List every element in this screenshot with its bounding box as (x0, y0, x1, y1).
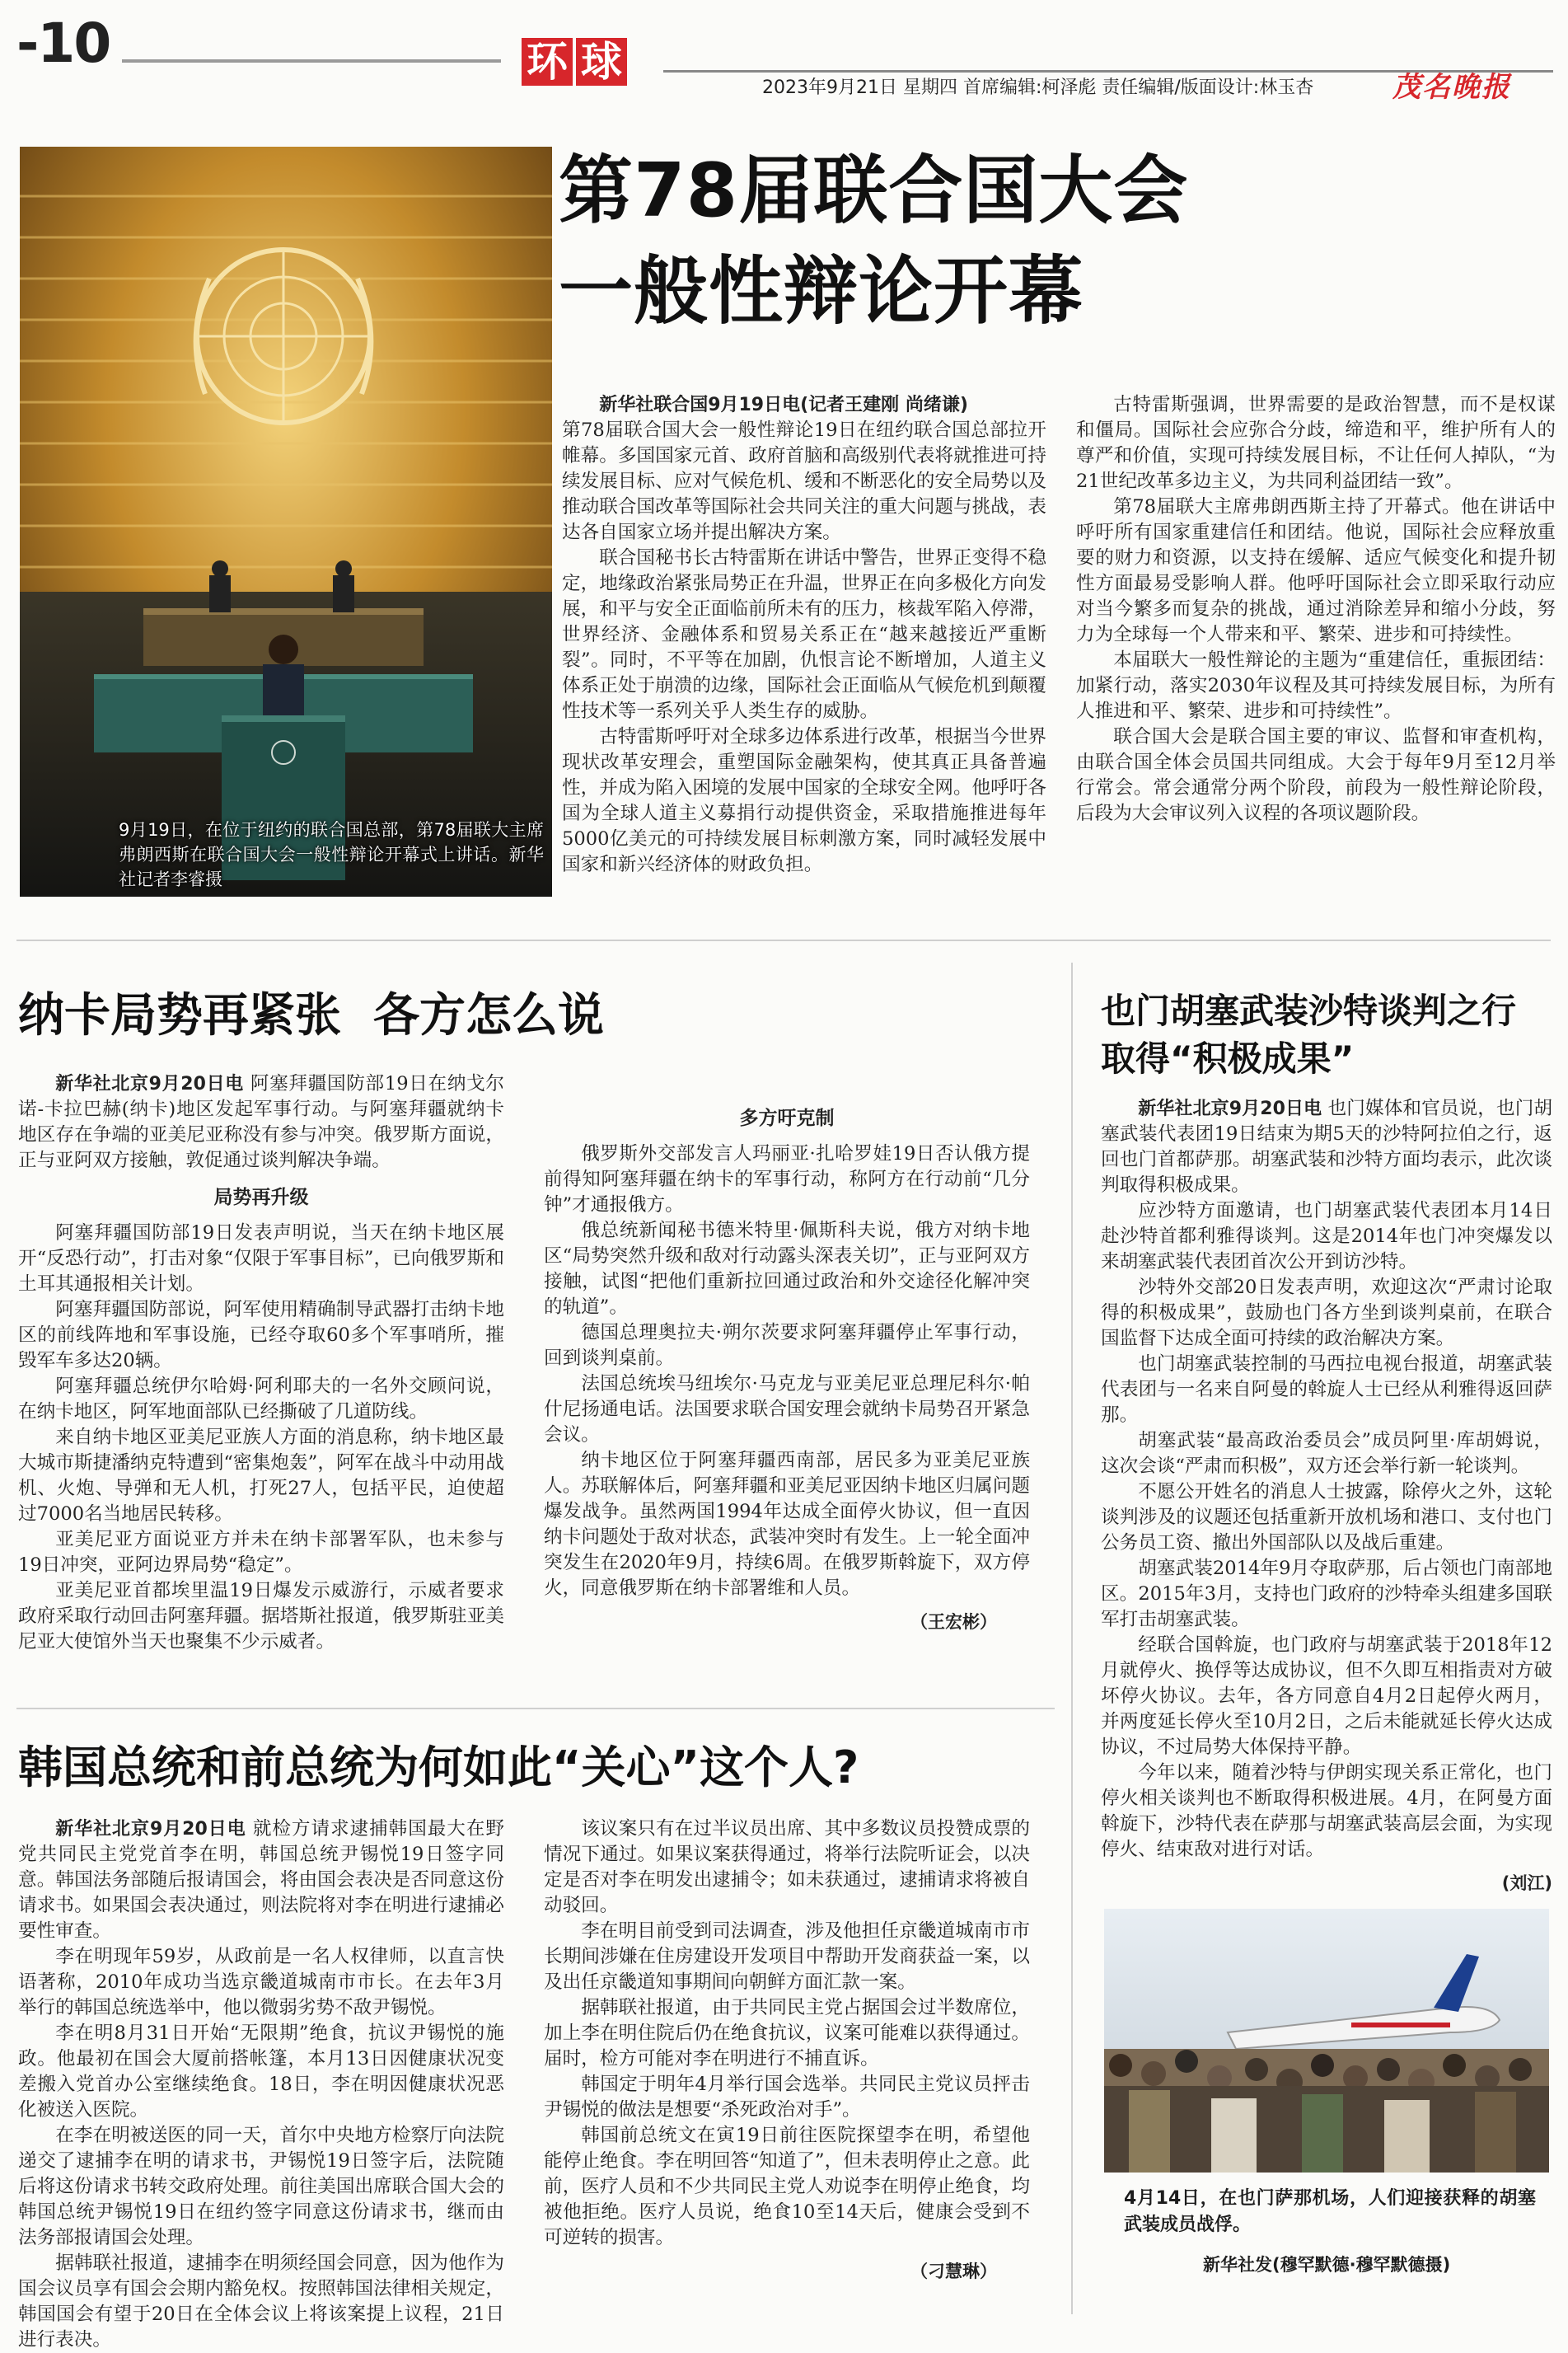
korea-para-6: 该议案只有在过半议员出席、其中多数议员投赞成票的情况下通过。如果议案获得通过，将举行法院听证会，以决定是否对李在明发出逮捕令；如未获通过，逮捕请求将被自动驳回。 (544, 1818, 1030, 1916)
yemen-para-6: 不愿公开姓名的消息人士披露，除停火之外，这轮谈判涉及的议题还包括重新开放机场和港口、支付也门公务员工资、撤出外国部队以及战后重建。 (1101, 1481, 1552, 1554)
nk-dateline: 新华社北京9月20日电 (55, 1074, 244, 1094)
main-para-5: 第78届联大主席弗朗西斯主持了开幕式。他在讲话中呼吁所有国家重建信任和团结。他说，国际社会应释放重要的财力和资源，以支持在缓解、适应气候变化和提升韧性方面最易受影响人群。他呼吁国际社会立即采取行动应对当今繁多而复杂的挑战，通过消除差异和缩小分歧，努力为全球每一个人带来和平、繁荣、进步和可持续性。 (1076, 496, 1556, 645)
korea-para-2: 李在明现年59岁，从政前是一名人权律师，以直言快语著称，2010年成功当选京畿道城南市市长。在去年3月举行的韩国总统选举中，他以微弱劣势不敌尹锡悦。 (18, 1946, 504, 2018)
korea-para-5: 据韩联社报道，逮捕李在明须经国会同意，因为他作为国会议员享有国会会期内豁免权。按照韩国法律相关规定，韩国国会有望于20日在全体会议上将该案提上议程，21日进行表决。 (18, 2252, 504, 2351)
nk-headline: 纳卡局势再紧张 各方怎么说 (18, 989, 604, 1043)
main-headline-line1: 第78届联合国大会 (559, 148, 1189, 234)
nk-para-3: 阿塞拜疆国防部说，阿军使用精确制导武器打击纳卡地区的前线阵地和军事设施，已经夺取60多个军事哨所，摧毁军车多达20辆。 (18, 1299, 504, 1371)
yemen-dateline: 新华社北京9月20日电 (1138, 1099, 1322, 1119)
korea-para-9: 韩国定于明年4月举行国会选举。共同民主党议员抨击尹锡悦的做法是想要“杀死政治对手”。 (544, 2074, 1030, 2121)
nk-para-2: 阿塞拜疆国防部19日发表声明说，当天在纳卡地区展开“反恐行动”，打击对象“仅限于军事目标”，已向俄罗斯和土耳其通报相关计划。 (18, 1222, 504, 1295)
un-hall-illustration (20, 147, 552, 897)
main-story-col2 (1076, 392, 1556, 920)
nk-para-7: 亚美尼亚首都埃里温19日爆发示威游行，示威者要求政府采取行动回击阿塞拜疆。据塔斯社报道，俄罗斯驻亚美尼亚大使馆外当天也聚集不少示威者。 (18, 1580, 504, 1652)
yemen-col (1101, 1096, 1552, 1897)
main-headline-line2: 一般性辩论开幕 (559, 248, 1084, 335)
section-char-2: 球 (576, 38, 627, 86)
yemen-photo-credit: 新华社发(穆罕默德·穆罕默德摄) (1203, 2255, 1451, 2275)
main-dateline: 新华社联合国9月19日电(记者王建刚 尚绪谦) (599, 395, 968, 415)
un-assembly-photo (20, 147, 552, 897)
yemen-para-2: 应沙特方面邀请，也门胡塞武装代表团本月14日赴沙特首都利雅得谈判。这是2014年也门冲突爆发以来胡塞武装代表团首次公开到访沙特。 (1101, 1200, 1552, 1273)
header-rule-left (122, 59, 501, 63)
korea-para-1: 就检方请求逮捕韩国最大在野党共同民主党党首李在明，韩国总统尹锡悦19日签字同意。韩国法务部随后报请国会，将由国会表决是否同意这份请求书。如果国会表决通过，则法院将对李在明进行逮捕必要性审查。 (18, 1818, 504, 1942)
airport-crowd-illustration (1104, 1909, 1549, 2173)
korea-col1 (18, 1816, 504, 2351)
section-divider-mid (16, 1708, 1055, 1709)
un-emblem-icon (196, 250, 372, 423)
yemen-para-9: 今年以来，随着沙特与伊朗实现关系正常化，也门停火相关谈判也不断取得积极进展。4月，在阿曼方面斡旋下，沙特代表在萨那与胡塞武装高层会面，为实现停火、结束敌对进行对话。 (1101, 1762, 1552, 1860)
column-divider-right (1071, 963, 1073, 2314)
main-para-6: 本届联大一般性辩论的主题为“重建信任，重振团结：加紧行动，落实2030年议程及其可持续发展目标，为所有人推进和平、繁荣、进步和可持续性”。 (1076, 649, 1556, 722)
main-para-1: 第78届联合国大会一般性辩论19日在纽约联合国总部拉开帷幕。多国国家元首、政府首脑和高级别代表将就推进可持续发展目标、应对气候危机、缓和不断恶化的安全局势以及推动联合国改革等国际社会共同关注的重大问题与挑战，表达各自国家立场并提出解决方案。 (562, 420, 1046, 543)
main-para-4: 古特雷斯强调，世界需要的是政治智慧，而不是权谋和僵局。国际社会应弥合分歧，缔造和平，维护所有人的尊严和价值，实现可持续发展目标，不让任何人掉队，“为21世纪改革多边主义，为共同利益团结一致”。 (1076, 394, 1556, 492)
masthead-logo: 茂名晚报 (1392, 71, 1511, 104)
yemen-para-1: 也门媒体和官员说，也门胡塞武装代表团19日结束为期5天的沙特阿拉伯之行，返回也门首都萨那。胡塞武装和沙特方面均表示，此次谈判取得积极成果。 (1101, 1098, 1552, 1196)
nk-para-6: 亚美尼亚方面说亚方并未在纳卡部署军队，也未参与19日冲突，亚阿边界局势“稳定”。 (18, 1529, 504, 1576)
yemen-para-4: 也门胡塞武装控制的马西拉电视台报道，胡塞武装代表团与一名来自阿曼的斡旋人士已经从利雅得返回萨那。 (1101, 1353, 1552, 1426)
page-number: -10 (16, 12, 110, 75)
korea-dateline: 新华社北京9月20日电 (55, 1819, 246, 1840)
yemen-para-7: 胡塞武装2014年9月夺取萨那，后占领也门南部地区。2015年3月，支持也门政府的沙特牵头组建多国联军打击胡塞武装。 (1101, 1558, 1552, 1630)
korea-signature: （刁慧琳） (910, 2262, 997, 2281)
korea-headline: 韩国总统和前总统为何如此“关心”这个人? (18, 1741, 859, 1793)
yemen-para-5: 胡塞武装“最高政治委员会”成员阿里·库胡姆说，这次会谈“严肃而积极”，双方还会举行新一轮谈判。 (1101, 1430, 1552, 1477)
nk-col1 (18, 1071, 504, 1665)
nk-para-11: 法国总统埃马纽埃尔·马克龙与亚美尼亚总理尼科尔·帕什尼扬通电话。法国要求联合国安理会就纳卡局势召开紧急会议。 (544, 1373, 1030, 1446)
speaker-figure (263, 635, 304, 722)
section-tag (515, 38, 647, 86)
korea-para-8: 据韩联社报道，由于共同民主党占据国会过半数席位，加上李在明住院后仍在绝食抗议，议案可能难以获得通过。届时，检方可能对李在明进行不捕直诉。 (544, 1997, 1030, 2069)
korea-col2 (544, 1816, 1030, 2321)
nk-col2 (544, 1071, 1030, 1665)
nk-para-1: 阿塞拜疆国防部19日在纳戈尔诺-卡拉巴赫(纳卡)地区发起军事行动。与阿塞拜疆就纳卡地区存在争端的亚美尼亚称没有参与冲突。俄罗斯方面说，正与亚阿双方接触，敦促通过谈判解决争端。 (18, 1073, 504, 1171)
yemen-headline-line2: 取得“积极成果” (1101, 1038, 1355, 1079)
photo-caption: 9月19日，在位于纽约的联合国总部，第78届联大主席弗朗西斯在联合国大会一般性辩论开幕式上讲话。新华社记者李睿摄 (119, 820, 544, 889)
nk-para-10: 德国总理奥拉夫·朔尔茨要求阿塞拜疆停止军事行动，回到谈判桌前。 (544, 1322, 1030, 1369)
sanaa-airport-photo (1104, 1909, 1549, 2173)
main-story-col1 (562, 392, 1046, 887)
nk-subhead-1: 局势再升级 (213, 1187, 309, 1208)
yemen-para-3: 沙特外交部20日发表声明，欢迎这次“严肃讨论取得的积极成果”，鼓励也门各方坐到谈判桌前，在联合国监督下达成全面可持续的政治解决方案。 (1101, 1277, 1552, 1349)
nk-subhead-2: 多方吁克制 (739, 1108, 835, 1129)
nk-para-8: 俄罗斯外交部发言人玛丽亚·扎哈罗娃19日否认俄方提前得知阿塞拜疆在纳卡的军事行动，称阿方在行动前“几分钟”才通报俄方。 (544, 1143, 1030, 1216)
section-char-1: 环 (522, 38, 573, 86)
main-para-3: 古特雷斯呼吁对全球多边体系进行改革，根据当今世界现状改革安理会，重塑国际金融架构，使其真正具备普遍性，并成为陷入困境的发展中国家的全球安全网。他呼吁各国为全球人道主义募捐行动提供资金，采取措施推进每年5000亿美元的可持续发展目标刺激方案，同时减轻发展中国家和新兴经济体的财政负担。 (562, 726, 1046, 875)
yemen-photo-caption: 4月14日，在也门萨那机场，人们迎接获释的胡塞武装成员战俘。 (1124, 2188, 1536, 2235)
yemen-signature: (刘江) (1501, 1873, 1552, 1893)
nk-para-5: 来自纳卡地区亚美尼亚族人方面的消息称，纳卡地区最大城市斯捷潘纳克特遭到“密集炮轰”，阿军在战斗中动用战机、火炮、导弹和无人机，打死27人，包括平民，迫使超过7000名当地居民转移。 (18, 1427, 504, 1525)
nk-para-12: 纳卡地区位于阿塞拜疆西南部，居民多为亚美尼亚族人。苏联解体后，阿塞拜疆和亚美尼亚因纳卡地区归属问题爆发战争。虽然两国1994年达成全面停火协议，但一直因纳卡问题处于敌对状态，武装冲突时有发生。上一轮全面冲突发生在2020年9月，持续6周。在俄罗斯斡旋下，双方停火，同意俄罗斯在纳卡部署维和人员。 (544, 1450, 1030, 1599)
nk-para-9: 俄总统新闻秘书德米特里·佩斯科夫说，俄方对纳卡地区“局势突然升级和敌对行动露头深表关切”，正与亚阿双方接触，试图“把他们重新拉回通过政治和外交途径化解冲突的轨道”。 (544, 1220, 1030, 1318)
korea-para-4: 在李在明被送医的同一天，首尔中央地方检察厅向法院递交了逮捕李在明的请求书，尹锡悦19日签字后，法院随后将这份请求书转交政府处理。前往美国出席联合国大会的韩国总统尹锡悦19日在纽约签字同意这份请求书，继而由法务部报请国会处理。 (18, 2125, 504, 2248)
header-info: 2023年9月21日 星期四 首席编辑:柯泽彪 责任编辑/版面设计:林玉杏 (762, 77, 1314, 98)
nk-para-4: 阿塞拜疆总统伊尔哈姆·阿利耶夫的一名外交顾问说，在纳卡地区，阿军地面部队已经撕破了几道防线。 (18, 1376, 504, 1423)
main-para-2: 联合国秘书长古特雷斯在讲话中警告，世界正变得不稳定，地缘政治紧张局势正在升温，世界正在向多极化方向发展，和平与安全正面临前所未有的压力，核裁军陷入停滞，世界经济、金融体系和贸易关系正在“越来越接近严重断裂”。同时，不平等在加剧，仇恨言论不断增加，人道主义体系正处于崩溃的边缘，国际社会正面临从气候危机到颠覆性技术等一系列关乎人类生存的威胁。 (562, 547, 1046, 722)
main-para-7: 联合国大会是联合国主要的审议、监督和审查机构，由联合国全体会员国共同组成。大会于每年9月至12月举行常会。常会通常分两个阶段，前段为一般性辩论阶段，后段为大会审议列入议程的各项议题阶段。 (1076, 726, 1556, 824)
korea-para-10: 韩国前总统文在寅19日前往医院探望李在明，希望他能停止绝食。李在明回答“知道了”，但未表明停止之意。此前，医疗人员和不少共同民主党人劝说李在明停止绝食，均被他拒绝。医疗人员说，绝食10至14天后，健康会受到不可逆转的损害。 (544, 2125, 1030, 2248)
korea-para-7: 李在明目前受到司法调查，涉及他担任京畿道城南市市长期间涉嫌在住房建设开发项目中帮助开发商获益一案，以及出任京畿道知事期间向朝鲜方面汇款一案。 (544, 1920, 1030, 1993)
korea-para-3: 李在明8月31日开始“无限期”绝食，抗议尹锡悦的施政。他最初在国会大厦前搭帐篷，本月13日因健康状况变差搬入党首办公室继续绝食。18日，李在明因健康状况恶化被送入医院。 (18, 2023, 504, 2121)
nk-signature: （王宏彬） (910, 1612, 997, 1632)
yemen-para-8: 经联合国斡旋，也门政府与胡塞武装于2018年12月就停火、换俘等达成协议，但不久即互相指责对方破坏停火协议。去年，各方同意自4月2日起停火两月，并两度延长停火至10月2日，之后未能就延长停火达成协议，不过局势大体保持平静。 (1101, 1634, 1552, 1758)
yemen-headline-line1: 也门胡塞武装沙特谈判之行 (1101, 991, 1517, 1031)
section-divider-top (16, 940, 1551, 941)
